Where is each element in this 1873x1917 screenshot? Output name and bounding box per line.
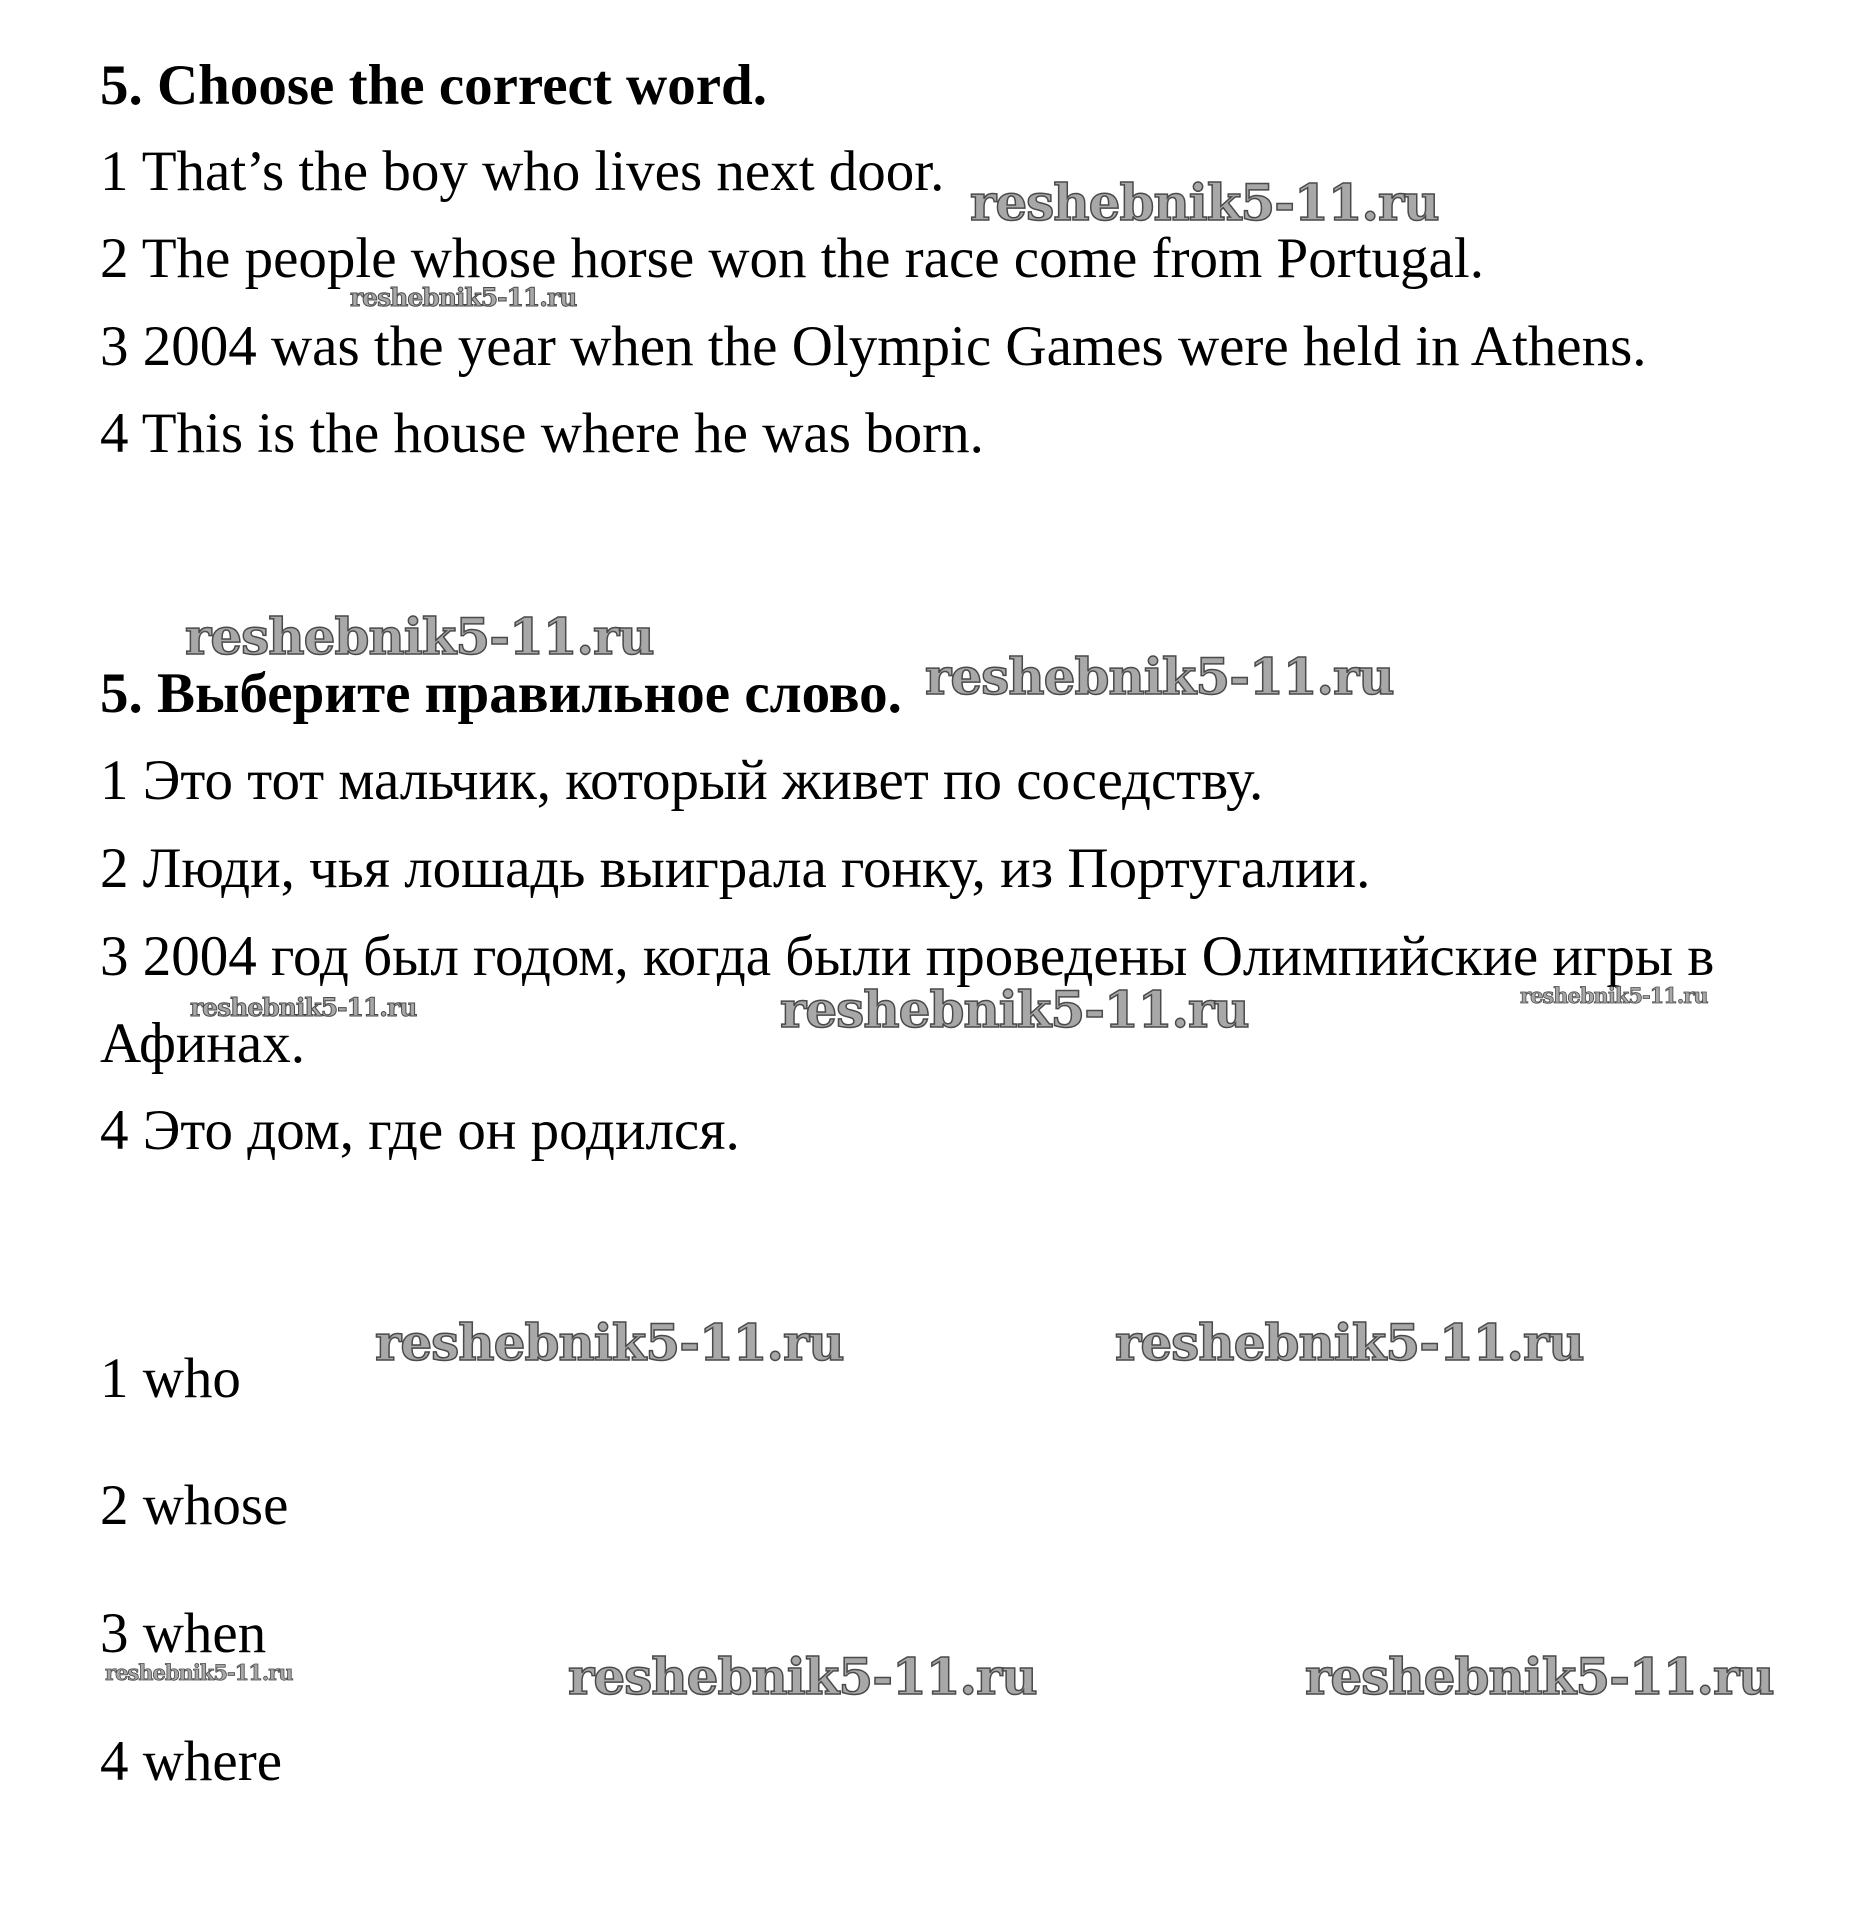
watermark: reshebnik5-11.ru (375, 1313, 844, 1372)
answer-3: 3 when (100, 1602, 267, 1665)
watermark: reshebnik5-11.ru (1520, 983, 1708, 1008)
russian-sentence-2: 2 Люди, чья лошадь выиграла гонку, из Португалии. (100, 837, 1371, 900)
answer-4: 4 where (100, 1730, 282, 1793)
answer-2: 2 whose (100, 1474, 289, 1537)
english-sentence-3: 3 2004 was the year when the Olympic Games were held in Athens. (100, 315, 1647, 378)
watermark: reshebnik5-11.ru (350, 283, 577, 312)
russian-sentence-4: 4 Это дом, где он родился. (100, 1099, 740, 1162)
answer-1: 1 who (100, 1347, 241, 1410)
russian-sentence-3-continued: Афинах. (100, 1012, 305, 1075)
watermark: reshebnik5-11.ru (925, 647, 1394, 706)
english-sentence-1: 1 That’s the boy who lives next door. (100, 140, 945, 203)
watermark: reshebnik5-11.ru (568, 1647, 1037, 1706)
watermark: reshebnik5-11.ru (780, 980, 1249, 1039)
watermark: reshebnik5-11.ru (105, 1660, 293, 1685)
watermark: reshebnik5-11.ru (1305, 1647, 1774, 1706)
russian-sentence-3: 3 2004 год был годом, когда были проведены Олимпийские игры в (100, 925, 1715, 988)
russian-heading: 5. Выберите правильное слово. (100, 662, 902, 725)
watermark: reshebnik5-11.ru (1115, 1313, 1584, 1372)
english-sentence-2: 2 The people whose horse won the race come from Portugal. (100, 227, 1484, 290)
watermark: reshebnik5-11.ru (185, 607, 654, 666)
russian-sentence-1: 1 Это тот мальчик, который живет по соседству. (100, 749, 1264, 812)
watermark: reshebnik5-11.ru (970, 173, 1439, 232)
english-heading: 5. Choose the correct word. (100, 54, 767, 117)
watermark: reshebnik5-11.ru (190, 993, 417, 1022)
english-sentence-4: 4 This is the house where he was born. (100, 402, 984, 465)
